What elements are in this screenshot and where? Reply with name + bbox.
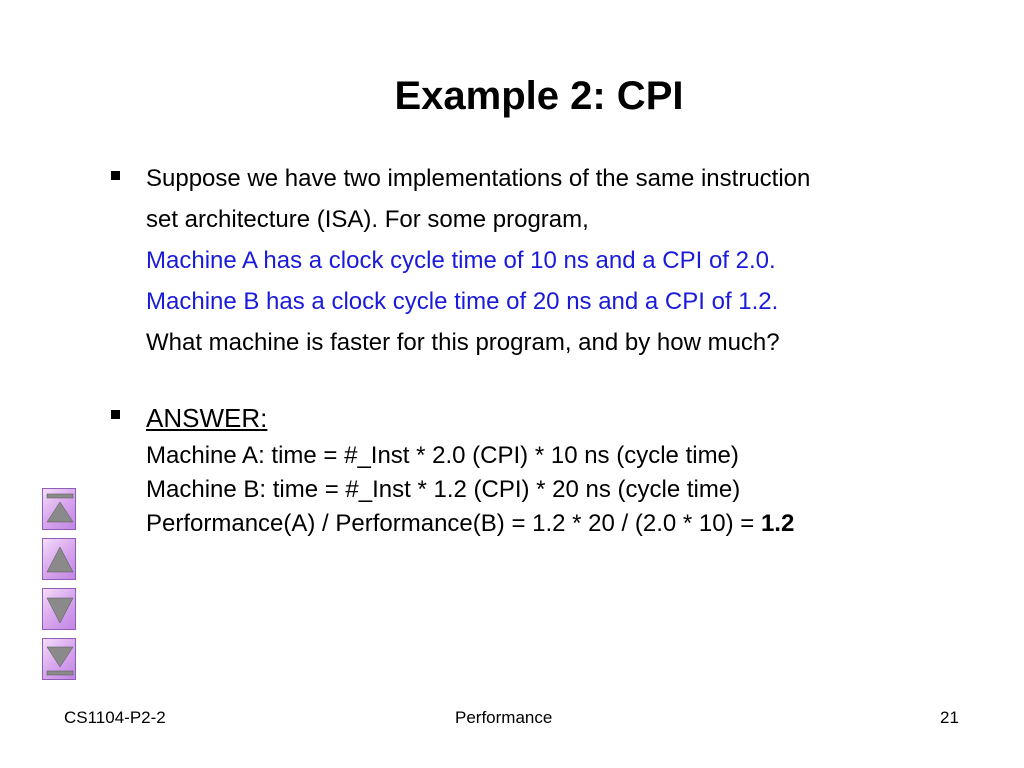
first-slide-button[interactable] [42, 488, 76, 530]
answer-heading: ANSWER: [146, 403, 268, 433]
answer-line-machine-b: Machine B: time = #_Inst * 1.2 (CPI) * 20 ns (cycle time) [146, 476, 741, 503]
footer-topic: Performance [455, 708, 553, 727]
previous-slide-button[interactable] [42, 538, 76, 580]
last-slide-icon [43, 639, 77, 681]
first-slide-icon [43, 489, 77, 531]
answer-result-line [146, 509, 794, 539]
answer-result-value: 1.2 [760, 510, 795, 537]
question-line: What machine is faster for this program, and by how much? [146, 329, 780, 356]
answer-result-text: Performance(A) / Performance(B) = 1.2 * 20 / (2.0 * 10) = [146, 510, 761, 537]
question-line: set architecture (ISA). For some program, [146, 206, 589, 233]
previous-slide-icon [43, 539, 77, 581]
question-line: Suppose we have two implementations of the same instruction [146, 165, 811, 192]
next-slide-icon [43, 589, 77, 631]
machine-a-spec: Machine A has a clock cycle time of 10 ns and a CPI of 2.0. [146, 247, 776, 274]
slide-title: Example 2: CPI [394, 74, 684, 118]
answer-line-machine-a: Machine A: time = #_Inst * 2.0 (CPI) * 10 ns (cycle time) [146, 442, 739, 469]
bullet-marker [111, 171, 120, 180]
bullet-marker [111, 410, 120, 419]
last-slide-button[interactable] [42, 638, 76, 680]
footer-course: CS1104-P2-2 [64, 708, 166, 727]
machine-b-spec: Machine B has a clock cycle time of 20 ns and a CPI of 1.2. [146, 288, 779, 315]
footer-page-number: 21 [940, 708, 959, 727]
next-slide-button[interactable] [42, 588, 76, 630]
